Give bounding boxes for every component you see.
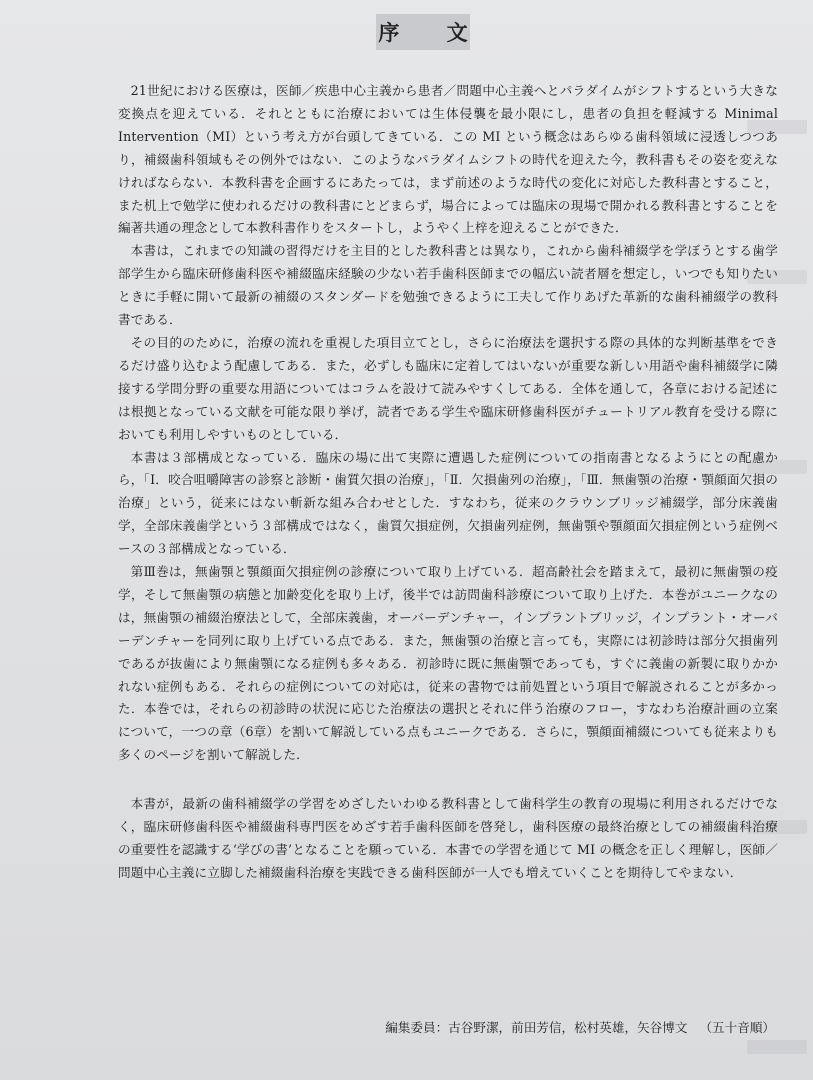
editorial-committee [385,1017,775,1036]
paragraph: 本書は，これまでの知識の習得だけを主目的とした教科書とは異なり，これから歯科補綴学を学ぼうとする歯学部学生から臨床研修歯科医や補綴臨床経験の少ない若手歯科医師までの幅広い読者層を想定し，いつでも知りたいときに手軽に開いて最新の補綴のスタンダードを勉強できるように工夫して作りあげた革新的な歯科補綴学の教科書である． [118,243,778,328]
paragraph: 本書が，最新の歯科補綴学の学習をめざしたいわゆる教科書として歯科学生の教育の現場に利用されるだけでなく，臨床研修歯科医や補綴歯科専門医をめざす若手歯科医師を啓発し，歯科医療の最終治療としての補綴歯科治療の重要性を認識する‘学びの書’となることを願っている．本書での学習を通じて MI の概念を正しく理解し，医師／問題中心主義に立脚した補綴歯科治療を実践できる歯科医師が一人でも増えていくことを期待してやまない． [118,796,778,880]
paragraph: 本書は３部構成となっている．臨床の場に出て実際に遭遇した症例についての指南書となるようにとの配慮から，「Ⅰ．咬合咀嚼障害の診察と診断・歯質欠損の治療」，「Ⅱ．欠損歯列の治療」，「Ⅲ．無歯顎の治療・顎顔面欠損の治療」という，従来にはない斬新な組み合わせとした．すなわち，従来のクラウンブリッジ補綴学，部分床義歯学，全部床義歯学という３部構成ではなく，歯質欠損症例，欠損歯列症例，無歯顎や顎顔面欠損症例という症例ベースの３部構成となっている． [118,449,778,557]
order-note: （五十音順） [699,1020,775,1035]
preface-body [118,80,778,885]
paragraph-gap [118,767,778,793]
paragraph: 第Ⅲ巻は，無歯顎と顎顔面欠損症例の診療について取り上げている．超高齢社会を踏まえて，最初に無歯顎の疫学，そして無歯顎の病態と加齢変化を取り上げ，後半では訪問歯科診療について取り上げた．本巻がユニークなのは，無歯顎の補綴治療法として，全部床義歯，オーバーデンチャー，インプラントブリッジ，インプラント・オーバーデンチャーを同列に取り上げている点である．また，無歯顎の治療と言っても，実際には初診時は部分欠損歯列であるが抜歯により無歯顎になる症例も多々ある．初診時に既に無歯顎であっても，すぐに義歯の新製に取りかかれない症例もある．それらの症例についての対応は，従来の書物では前処置という項目で解説されることが多かった．本巻では，それらの初診時の状況に応じた治療法の選択とそれに伴う治療のフロー，すなわち治療計画の立案について，一つの章（6章）を割いて解説している点もユニークである．さらに，顎顔面補綴についても従来よりも多くのページを割いて解説した． [118,564,778,763]
paragraph: 21世紀における医療は，医師／疾患中心主義から患者／問題中心主義へとパラダイムがシフトするという大きな変換点を迎えている．それとともに治療においては生体侵襲を最小限にし，患者の負担を軽減する Minimal Intervention（MI）という考え方が台頭してきている．この MI という概念はあらゆる歯科領域に浸透しつつあり，補綴歯科領域もその例外ではない．このようなパラダイムシフトの時代を迎えた今，教科書もその姿を変えなければならない．本教科書を企画するにあたっては，まず前述のような時代の変化に対応した教科書とすること，また机上で勉学に使われるだけの教科書にとどまらず，場合によっては臨床の現場で開かれる教科書とすることを編著共通の理念として本教科書作りをスタートし，ようやく上梓を迎えることができた． [118,83,778,236]
page-title: 序 文 [378,21,488,45]
paragraph: その目的のために，治療の流れを重視した項目立てとし，さらに治療法を選択する際の具体的な判断基準をできるだけ盛り込むよう配慮してある．また，必ずしも臨床に定着してはいないが重要な新しい用語や歯科補綴学に隣接する学問分野の重要な用語についてはコラムを設けて読みやすくしてある．全体を通して，各章における記述には根拠となっている文献を可能な限り挙げ，読者である学生や臨床研修歯科医がチュートリアル教育を受ける際においても利用しやすいものとしている． [118,334,778,442]
title-band [376,14,488,50]
editors-list: 編集委員：古谷野潔，前田芳信，松村英雄，矢谷博文 [385,1020,688,1035]
bleed-through-mark [747,1040,807,1054]
